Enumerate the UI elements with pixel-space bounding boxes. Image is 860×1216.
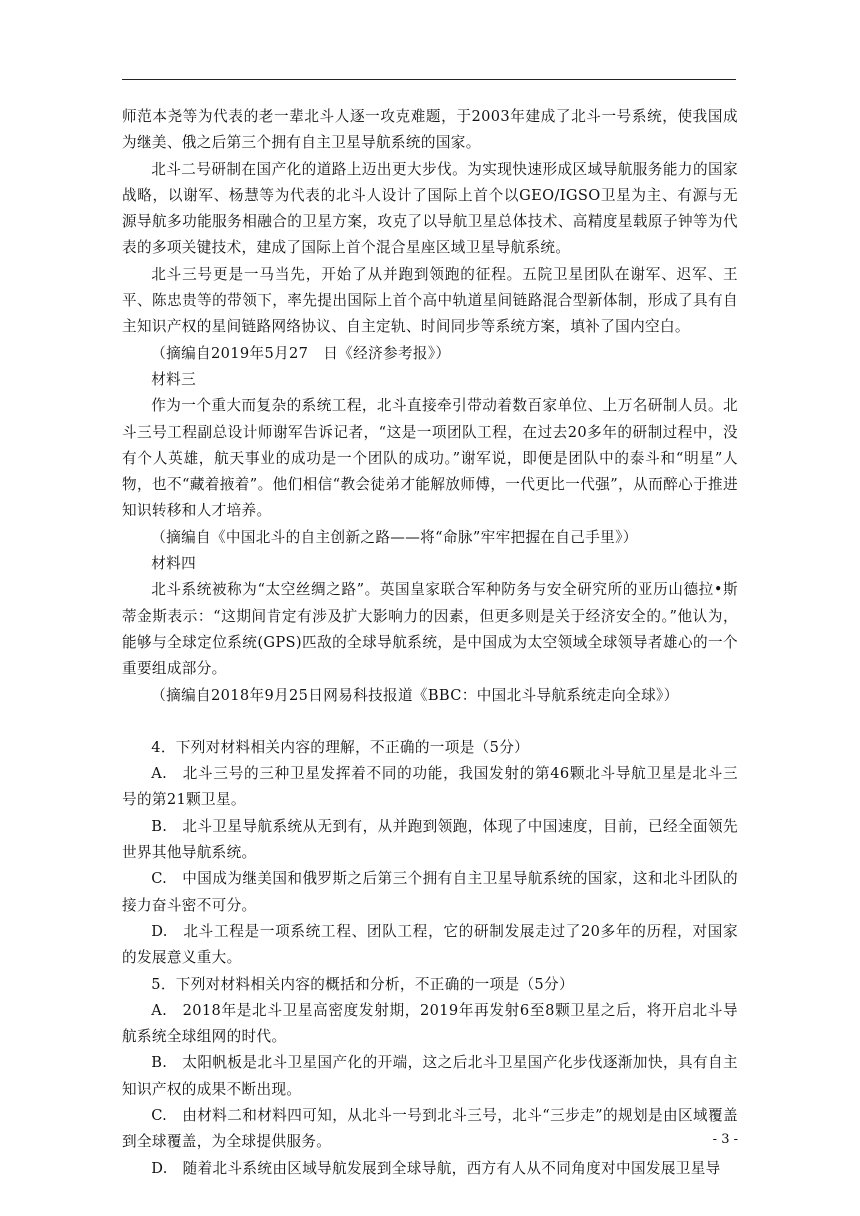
blank-line (122, 709, 738, 735)
paragraph: B. 北斗卫星导航系统从无到有，从并跑到领跑，体现了中国速度，目前，已经全面领先世界其他导航系统。 (122, 817, 738, 862)
paragraph: （摘编自《中国北斗的自主创新之路——将“命脉”牢牢把握在自己手里》） (151, 528, 638, 546)
paragraph: D. 随着北斗系统由区域导航发展到全球导航，西方有人从不同角度对中国发展卫星导 (151, 1159, 721, 1177)
paragraph: 材料三 (151, 370, 197, 388)
header-rule (122, 79, 736, 80)
document-body (122, 104, 738, 1182)
paragraph: A. 2018年是北斗卫星高密度发射期，2019年再发射6至8颗卫星之后，将开启北斗导航系统全球组网的时代。 (122, 1001, 738, 1046)
paragraph: D. 北斗工程是一项系统工程、团队工程，它的研制发展走过了20多年的历程，对国家的发展意义重大。 (122, 922, 738, 967)
paragraph: 师范本尧等为代表的老一辈北斗人逐一攻克难题，于2003年建成了北斗一号系统，使我国成为继美、俄之后第三个拥有自主卫星导航系统的国家。 (122, 108, 738, 152)
paragraph: 4．下列对材料相关内容的理解，不正确的一项是（5分） (151, 738, 530, 756)
paragraph: （摘编自2018年9月25日网易科技报道《BBC：中国北斗导航系统走向全球》） (151, 686, 679, 704)
paragraph: C. 由材料二和材料四可知，从北斗一号到北斗三号，北斗“三步走”的规划是由区域覆盖到全球覆盖，为全球提供服务。 (122, 1106, 738, 1151)
paragraph: C. 中国成为继美国和俄罗斯之后第三个拥有自主卫星导航系统的国家，这和北斗团队的接力奋斗密不可分。 (122, 870, 738, 914)
paragraph: 北斗三号更是一马当先，开始了从并跑到领跑的征程。五院卫星团队在谢军、迟军、王平、陈忠贵等的带领下，率先提出国际上首个高中轨道星间链路混合型新体制，形成了具有自主知识产权的星间链路网络协议、自主定轨、时间同步等系统方案，填补了国内空白。 (122, 265, 738, 336)
paragraph: B. 太阳帆板是北斗卫星国产化的开端，这之后北斗卫星国产化步伐逐渐加快，具有自主知识产权的成果不断出现。 (122, 1054, 738, 1098)
paragraph: 北斗系统被称为“太空丝绸之路”。英国皇家联合军种防务与安全研究所的亚历山德拉•斯蒂金斯表示：“这期间肯定有涉及扩大影响力的因素，但更多则是关于经济安全的。”他认为，能够与全球定位系统(GPS)匹敌的全球导航系统，是中国成为太空领域全球领导者雄心的一个重要组成部分。 (122, 581, 738, 678)
paragraph: A. 北斗三号的三种卫星发挥着不同的功能，我国发射的第46颗北斗导航卫星是北斗三号的第21颗卫星。 (122, 765, 738, 809)
paragraph: 作为一个重大而复杂的系统工程，北斗直接牵引带动着数百家单位、上万名研制人员。北斗三号工程副总设计师谢军告诉记者，“这是一项团队工程，在过去20多年的研制过程中，没有个人英雄，航天事业的成功是一个团队的成功。”谢军说，即便是团队中的泰斗和“明星”人物，也不“藏着掖着”。他们相信“教会徒弟才能解放师傅，一代更比一代强”，从而醉心于推进知识转移和人才培养。 (122, 397, 738, 520)
paragraph: 5．下列对材料相关内容的概括和分析，不正确的一项是（5分） (151, 975, 574, 993)
paragraph: 北斗二号研制在国产化的道路上迈出更大步伐。为实现快速形成区域导航服务能力的国家战略，以谢军、杨慧等为代表的北斗人设计了国际上首个以GEO/IGSO卫星为主、有源与无源导航多功能服务相融合的卫星方案，攻克了以导航卫星总体技术、高精度星载原子钟等为代表的多项关键技术，建成了国际上首个混合星座区域卫星导航系统。 (122, 160, 738, 257)
paragraph: （摘编自2019年5月27 日《经济参考报》） (151, 344, 451, 362)
paragraph: 材料四 (151, 555, 197, 573)
page-number: - 3 - (712, 1132, 738, 1147)
